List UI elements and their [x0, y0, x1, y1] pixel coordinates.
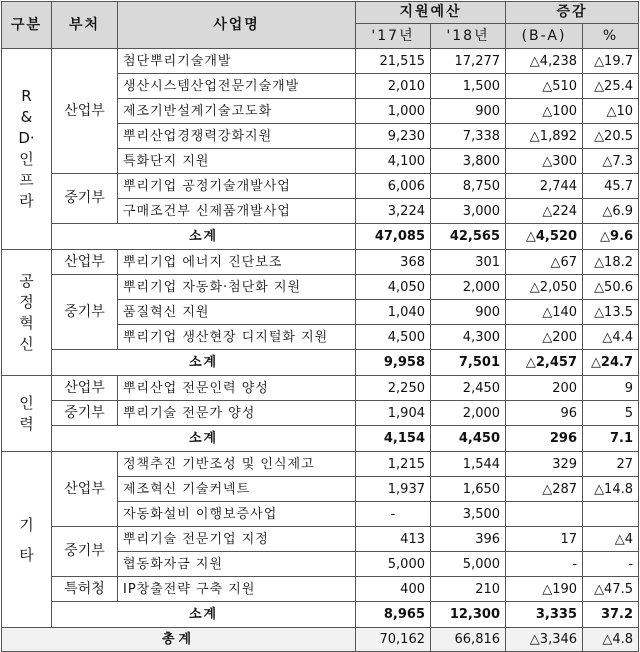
project-name: 뿌리기업 에너지 진단보조: [118, 250, 356, 275]
grand-total-y18: 66,816: [431, 628, 506, 652]
project-name: 제조혁신 기술커넥트: [118, 477, 356, 502]
value-diff: △4,238: [506, 49, 583, 74]
dept-cell: 산업부: [52, 376, 118, 401]
header-row-1: [2, 2, 639, 24]
subtotal-y18: 4,450: [431, 426, 506, 452]
value-diff: 200: [506, 376, 583, 401]
value-diff: △1,892: [506, 124, 583, 149]
header-department: 부처: [52, 2, 118, 49]
dept-cell: 특허청: [52, 577, 118, 602]
project-name: 뿌리기술 전문가 양성: [118, 401, 356, 426]
value-y18: 3,000: [431, 199, 506, 224]
table-row: [2, 174, 639, 199]
value-y17: 2,250: [356, 376, 431, 401]
header-y17: '17년: [356, 24, 431, 49]
project-name: 뿌리산업경쟁력강화지원: [118, 124, 356, 149]
value-pct: △20.5: [583, 124, 639, 149]
value-y18: 5,000: [431, 552, 506, 577]
project-name: 자동화설비 이행보증사업: [118, 502, 356, 527]
category-rnd: R&D·인프라: [2, 49, 52, 250]
value-diff: 96: [506, 401, 583, 426]
value-y17: 1,904: [356, 401, 431, 426]
value-y18: 1,544: [431, 452, 506, 477]
table-row: [2, 376, 639, 401]
value-y17: 2,010: [356, 74, 431, 99]
project-name: 품질혁신 지원: [118, 300, 356, 325]
value-y18: 2,000: [431, 275, 506, 300]
value-pct: △4.4: [583, 325, 639, 350]
dept-cell: 중기부: [52, 401, 118, 426]
value-diff: [506, 502, 583, 527]
value-y18: 396: [431, 527, 506, 552]
subtotal-label: 소계: [52, 350, 356, 376]
value-y17: 9,230: [356, 124, 431, 149]
value-y18: 900: [431, 99, 506, 124]
header-diff: (B-A): [506, 24, 583, 49]
value-pct: △18.2: [583, 250, 639, 275]
subtotal-pct: 7.1: [583, 426, 639, 452]
value-y17: 1,040: [356, 300, 431, 325]
value-diff: △140: [506, 300, 583, 325]
dept-cell: 산업부: [52, 250, 118, 275]
header-y18: '18년: [431, 24, 506, 49]
value-pct: △14.8: [583, 477, 639, 502]
value-pct: [583, 502, 639, 527]
subtotal-y18: 7,501: [431, 350, 506, 376]
value-pct: △10: [583, 99, 639, 124]
project-name: IP창출전략 구축 지원: [118, 577, 356, 602]
value-diff: △224: [506, 199, 583, 224]
project-name: 뿌리기술 전문기업 지정: [118, 527, 356, 552]
table-row: [2, 49, 639, 74]
table-row: [2, 452, 639, 477]
project-name: 뿌리기업 생산현장 디지털화 지원: [118, 325, 356, 350]
value-y18: 1,650: [431, 477, 506, 502]
dept-cell: 중기부: [52, 275, 118, 350]
value-pct: △19.7: [583, 49, 639, 74]
value-pct: △25.4: [583, 74, 639, 99]
category-hr: 인력: [2, 376, 52, 452]
value-diff: △287: [506, 477, 583, 502]
subtotal-label: 소계: [52, 224, 356, 250]
category-process: 공정혁신: [2, 250, 52, 376]
value-y17: 4,500: [356, 325, 431, 350]
value-pct: △50.6: [583, 275, 639, 300]
subtotal-row: [2, 224, 639, 250]
project-name: 뿌리기업 공정기술개발사업: [118, 174, 356, 199]
value-y17: 413: [356, 527, 431, 552]
value-diff: 329: [506, 452, 583, 477]
subtotal-diff: △4,520: [506, 224, 583, 250]
value-y17: 6,006: [356, 174, 431, 199]
project-name: 구매조건부 신제품개발사업: [118, 199, 356, 224]
value-pct: △47.5: [583, 577, 639, 602]
project-name: 협동화자금 지원: [118, 552, 356, 577]
subtotal-pct: △9.6: [583, 224, 639, 250]
grand-total-diff: △3,346: [506, 628, 583, 652]
budget-table: [1, 1, 639, 652]
subtotal-y17: 9,958: [356, 350, 431, 376]
value-y17: 5,000: [356, 552, 431, 577]
value-y17: 3,224: [356, 199, 431, 224]
dept-cell: 산업부: [52, 49, 118, 174]
value-diff: △190: [506, 577, 583, 602]
value-y17: -: [356, 502, 431, 527]
value-diff: △300: [506, 149, 583, 174]
project-name: 특화단지 지원: [118, 149, 356, 174]
value-y17: 368: [356, 250, 431, 275]
value-y17: 1,937: [356, 477, 431, 502]
value-pct: △6.9: [583, 199, 639, 224]
project-name: 뿌리기업 자동화·첨단화 지원: [118, 275, 356, 300]
subtotal-diff: △2,457: [506, 350, 583, 376]
value-y18: 2,000: [431, 401, 506, 426]
subtotal-diff: 296: [506, 426, 583, 452]
value-pct: 27: [583, 452, 639, 477]
header-budget: 지원예산: [356, 2, 506, 24]
subtotal-y18: 12,300: [431, 602, 506, 628]
project-name: 첨단뿌리기술개발: [118, 49, 356, 74]
grand-total-y17: 70,162: [356, 628, 431, 652]
value-y17: 1,000: [356, 99, 431, 124]
table-row: [2, 250, 639, 275]
value-y18: 3,500: [431, 502, 506, 527]
value-y17: 4,100: [356, 149, 431, 174]
subtotal-label: 소계: [52, 426, 356, 452]
subtotal-row: [2, 426, 639, 452]
subtotal-diff: 3,335: [506, 602, 583, 628]
table-row: [2, 401, 639, 426]
value-diff: △510: [506, 74, 583, 99]
table-row: [2, 527, 639, 552]
dept-cell: 산업부: [52, 452, 118, 527]
subtotal-label: 소계: [52, 602, 356, 628]
dept-cell: 중기부: [52, 174, 118, 224]
header-project: 사업명: [118, 2, 356, 49]
value-y18: 4,300: [431, 325, 506, 350]
project-name: 뿌리산업 전문인력 양성: [118, 376, 356, 401]
value-pct: △7.3: [583, 149, 639, 174]
value-y18: 900: [431, 300, 506, 325]
value-diff: -: [506, 552, 583, 577]
table-row: [2, 275, 639, 300]
project-name: 생산시스템산업전문기술개발: [118, 74, 356, 99]
subtotal-row: [2, 602, 639, 628]
value-y18: 7,338: [431, 124, 506, 149]
value-diff: △200: [506, 325, 583, 350]
value-pct: △4: [583, 527, 639, 552]
value-y18: 8,750: [431, 174, 506, 199]
header-change: 증감: [506, 2, 639, 24]
value-pct: -: [583, 552, 639, 577]
category-etc: 기타: [2, 452, 52, 628]
grand-total-label: 총계: [2, 628, 356, 652]
value-diff: △2,050: [506, 275, 583, 300]
value-diff: △100: [506, 99, 583, 124]
value-pct: 45.7: [583, 174, 639, 199]
grand-total-pct: △4.8: [583, 628, 639, 652]
project-name: 제조기반설계기술고도화: [118, 99, 356, 124]
grand-total-row: [2, 628, 639, 652]
value-pct: 5: [583, 401, 639, 426]
value-y18: 17,277: [431, 49, 506, 74]
value-diff: 2,744: [506, 174, 583, 199]
subtotal-y17: 47,085: [356, 224, 431, 250]
value-diff: △67: [506, 250, 583, 275]
value-y17: 21,515: [356, 49, 431, 74]
header-pct: %: [583, 24, 639, 49]
dept-cell: 중기부: [52, 527, 118, 577]
subtotal-pct: △24.7: [583, 350, 639, 376]
value-y18: 210: [431, 577, 506, 602]
value-pct: 9: [583, 376, 639, 401]
header-category: 구분: [2, 2, 52, 49]
subtotal-pct: 37.2: [583, 602, 639, 628]
project-name: 정책추진 기반조성 및 인식제고: [118, 452, 356, 477]
value-pct: △13.5: [583, 300, 639, 325]
value-diff: 17: [506, 527, 583, 552]
value-y18: 2,450: [431, 376, 506, 401]
subtotal-y18: 42,565: [431, 224, 506, 250]
value-y17: 400: [356, 577, 431, 602]
subtotal-y17: 8,965: [356, 602, 431, 628]
table-row: [2, 577, 639, 602]
value-y17: 1,215: [356, 452, 431, 477]
value-y18: 3,800: [431, 149, 506, 174]
value-y18: 301: [431, 250, 506, 275]
value-y17: 4,050: [356, 275, 431, 300]
subtotal-y17: 4,154: [356, 426, 431, 452]
value-y18: 1,500: [431, 74, 506, 99]
subtotal-row: [2, 350, 639, 376]
